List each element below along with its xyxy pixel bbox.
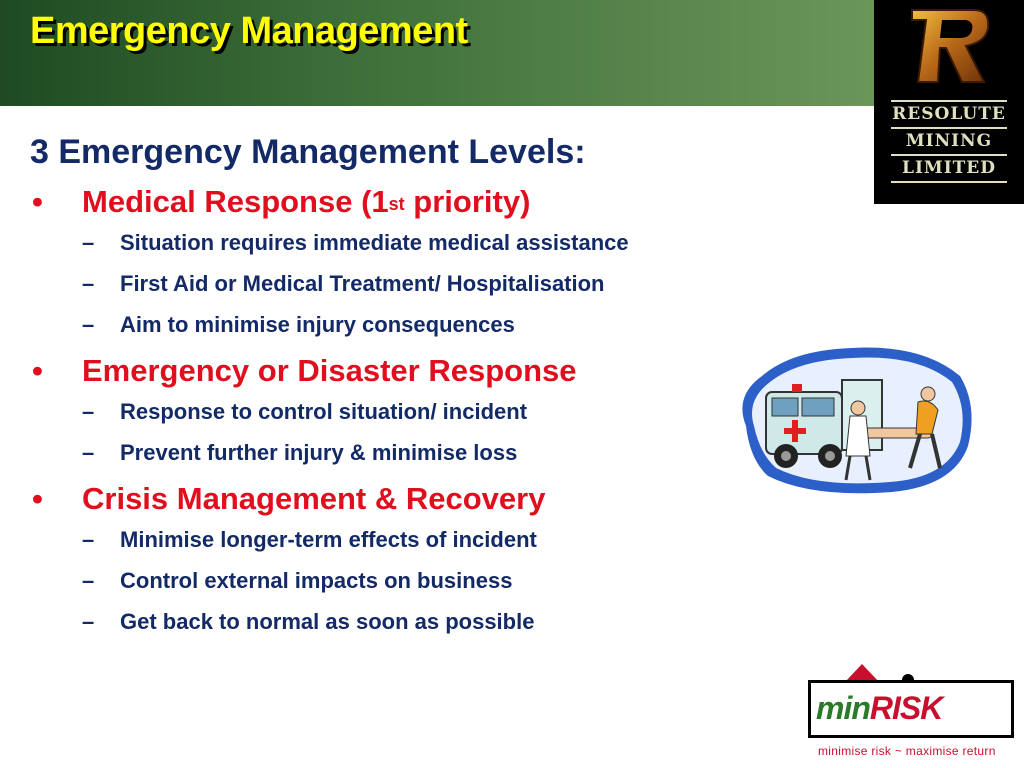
slide-body xyxy=(30,128,830,642)
dash: – xyxy=(82,440,95,465)
level-heading xyxy=(30,182,830,222)
level-crisis xyxy=(30,479,830,642)
bullet: • xyxy=(32,353,43,388)
bullet: • xyxy=(32,184,43,219)
logo-line-limited: LIMITED xyxy=(901,158,997,178)
level-heading xyxy=(30,351,830,391)
minrisk-logo xyxy=(808,662,1016,762)
logo-rule xyxy=(891,181,1007,183)
sub-item xyxy=(30,601,830,642)
level-superscript: st xyxy=(388,194,405,214)
r-lettermark-icon xyxy=(904,6,992,86)
dash: – xyxy=(82,312,95,337)
level-medical xyxy=(30,182,830,345)
dash: – xyxy=(82,568,95,593)
section-heading: 3 Emergency Management Levels: xyxy=(30,133,586,171)
bullet: • xyxy=(32,481,43,516)
sub-item xyxy=(30,432,830,473)
sub-item xyxy=(30,391,830,432)
minrisk-wordmark xyxy=(816,690,942,727)
level-emergency xyxy=(30,351,830,473)
slide-title: Emergency Management xyxy=(30,10,468,52)
level-label: Crisis Management & Recovery xyxy=(82,481,546,516)
dash: – xyxy=(82,527,95,552)
sub-item xyxy=(30,519,830,560)
level-label: Emergency or Disaster Response xyxy=(82,353,577,388)
sub-item xyxy=(30,560,830,601)
sub-item-text: Situation requires immediate medical assistance xyxy=(120,230,629,255)
minrisk-tagline: minimise risk ~ maximise return xyxy=(818,744,996,758)
sub-item-text: Get back to normal as soon as possible xyxy=(120,609,535,634)
dash: – xyxy=(82,271,95,296)
resolute-mining-logo xyxy=(874,0,1024,204)
level-heading xyxy=(30,479,830,519)
dash: – xyxy=(82,230,95,255)
sub-item xyxy=(30,263,830,304)
sub-item-text: Aim to minimise injury consequences xyxy=(120,312,515,337)
sub-item-text: Prevent further injury & minimise loss xyxy=(120,440,518,465)
sub-item-text: Minimise longer-term effects of incident xyxy=(120,527,537,552)
dash: – xyxy=(82,609,95,634)
sub-item xyxy=(30,222,830,263)
level-label-suffix: priority) xyxy=(404,184,531,219)
level-label: Medical Response (1 xyxy=(82,184,389,219)
logo-line-resolute: RESOLUTE xyxy=(892,104,1006,124)
wordmark-min: min xyxy=(816,690,870,726)
wordmark-risk: RISK xyxy=(869,690,943,726)
ambulance-clipart-icon xyxy=(732,336,976,496)
sub-item-text: Control external impacts on business xyxy=(120,568,513,593)
sub-item-text: First Aid or Medical Treatment/ Hospitalisation xyxy=(120,271,605,296)
dash: – xyxy=(82,399,95,424)
title-bar xyxy=(0,0,874,106)
logo-line-mining: MINING xyxy=(905,131,993,151)
sub-item-text: Response to control situation/ incident xyxy=(120,399,528,424)
sub-item xyxy=(30,304,830,345)
